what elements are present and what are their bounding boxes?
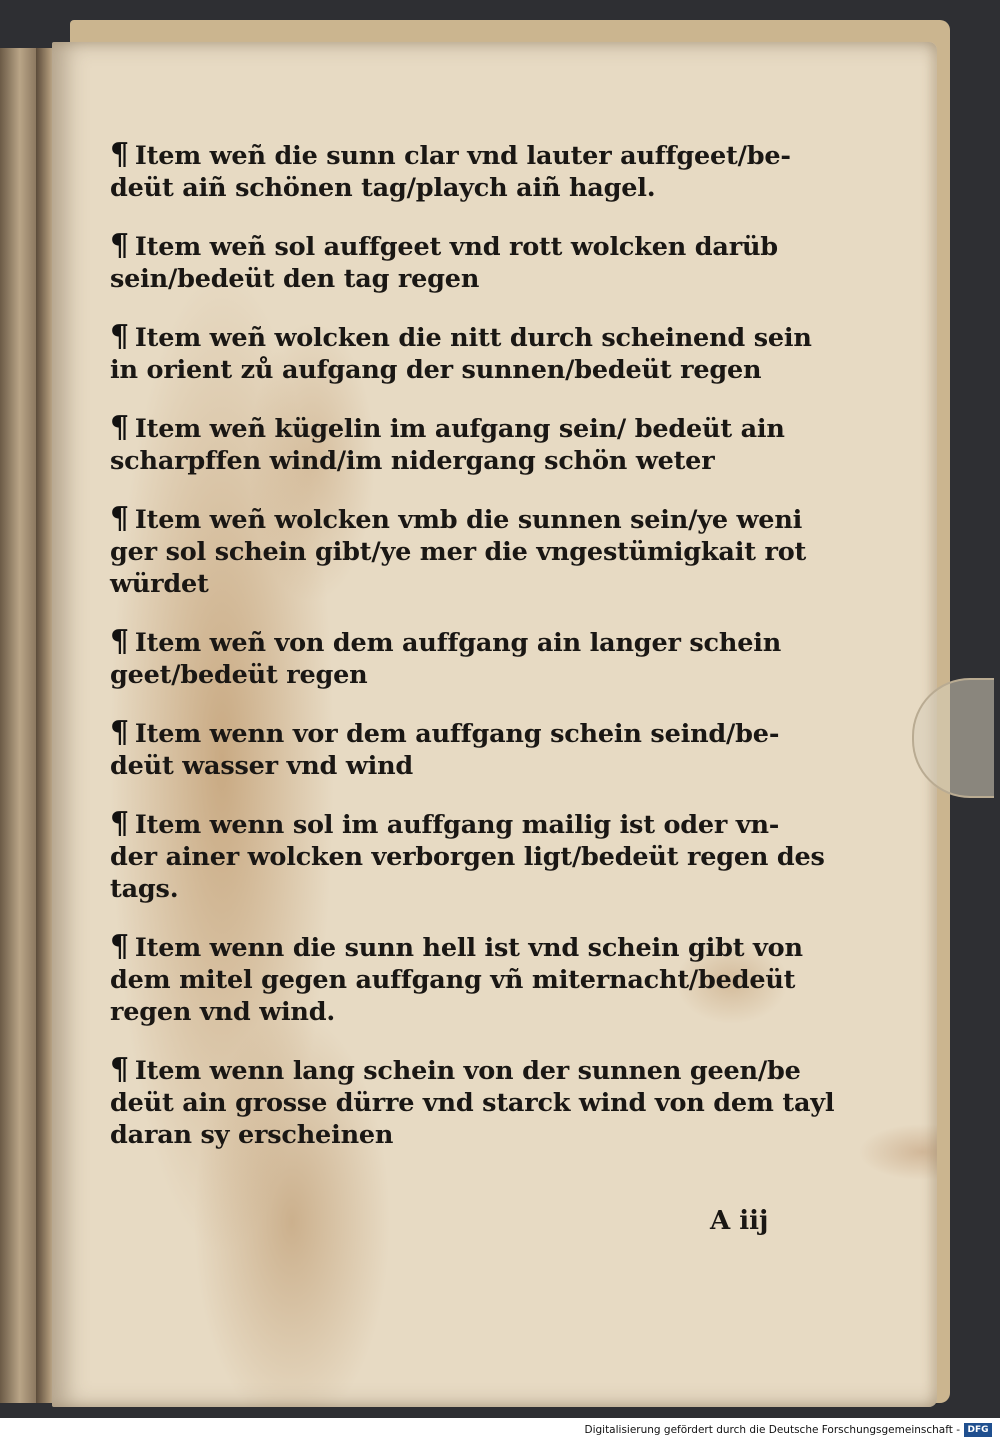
line-text: deüt aiñ schönen tag/playch aiñ hagel. [110, 173, 656, 203]
text-line [110, 1087, 835, 1119]
line-text: tags. [110, 874, 179, 904]
line-text: Item wenn vor dem auffgang schein seind/be- [134, 719, 780, 749]
paragraph [110, 137, 830, 204]
line-text: Item weñ kügelin im aufgang sein/ bedeüt ain [134, 414, 785, 444]
line-text: dem mitel gegen auffgang vñ miternacht/bedeüt [110, 965, 796, 995]
text-line [110, 445, 830, 477]
paragraph-mark: ¶ [110, 624, 129, 659]
dfg-logo: DFG [964, 1423, 992, 1437]
text-line [110, 964, 830, 996]
line-text: Item weñ wolcken die nitt durch scheinend sein [134, 323, 812, 353]
line-text: Item weñ wolcken vmb die sunnen sein/ye weni [134, 505, 803, 535]
text-line [110, 873, 830, 905]
text-line [110, 172, 830, 204]
paragraph-mark: ¶ [110, 410, 129, 445]
paragraph [110, 410, 830, 477]
paragraph-mark: ¶ [110, 137, 129, 172]
line-text: Item wenn sol im auffgang mailig ist oder vn- [134, 810, 780, 840]
line-text: Item wenn die sunn hell ist vnd schein gibt von [134, 933, 803, 963]
text-line [110, 996, 830, 1028]
text-line [110, 263, 830, 295]
text-line [110, 228, 830, 263]
signature-mark: A iij [710, 1206, 769, 1236]
text-line [110, 624, 830, 659]
line-text: Item weñ die sunn clar vnd lauter auffgeet/be- [134, 141, 791, 171]
paragraph-mark: ¶ [110, 319, 129, 354]
line-text: würdet [110, 569, 209, 599]
text-line [110, 806, 830, 841]
text-line [110, 841, 830, 873]
page-text-block [110, 137, 835, 1178]
line-text: sein/bedeüt den tag regen [110, 264, 480, 294]
paragraph [110, 1052, 835, 1151]
paragraph [110, 501, 830, 600]
paragraph [110, 624, 830, 691]
paragraph [110, 319, 830, 386]
paragraph [110, 228, 830, 295]
paragraph-mark: ¶ [110, 228, 129, 263]
line-text: in orient zů aufgang der sunnen/bedeüt regen [110, 355, 762, 385]
footer-credit: Digitalisierung gefördert durch die Deutsche Forschungsgemeinschaft - [584, 1424, 960, 1436]
text-line [110, 410, 830, 445]
text-line [110, 536, 830, 568]
paragraph [110, 806, 830, 905]
text-line [110, 929, 830, 964]
text-line [110, 568, 830, 600]
line-text: deüt ain grosse dürre vnd starck wind von dem tayl [110, 1088, 835, 1118]
paragraph [110, 715, 830, 782]
paragraph-mark: ¶ [110, 806, 129, 841]
text-line [110, 354, 830, 386]
line-text: geet/bedeüt regen [110, 660, 368, 690]
line-text: Item weñ von dem auffgang ain langer schein [134, 628, 782, 658]
line-text: daran sy erscheinen [110, 1120, 394, 1150]
line-text: scharpffen wind/im nidergang schön weter [110, 446, 715, 476]
text-line [110, 137, 830, 172]
line-text: der ainer wolcken verborgen ligt/bedeüt regen des [110, 842, 825, 872]
text-line [110, 501, 830, 536]
paragraph-mark: ¶ [110, 715, 129, 750]
paragraph [110, 929, 830, 1028]
paragraph-mark: ¶ [110, 1052, 129, 1087]
text-line [110, 1052, 830, 1087]
paragraph-mark: ¶ [110, 501, 129, 536]
text-line [110, 319, 830, 354]
text-line [110, 659, 830, 691]
text-line [110, 750, 830, 782]
left-page-edge [0, 48, 36, 1403]
paragraph-mark: ¶ [110, 929, 129, 964]
line-text: Item wenn lang schein von der sunnen geen/be [134, 1056, 801, 1086]
text-line [110, 715, 830, 750]
line-text: ger sol schein gibt/ye mer die vngestümigkait rot [110, 537, 807, 567]
line-text: regen vnd wind. [110, 997, 336, 1027]
line-text: Item weñ sol auffgeet vnd rott wolcken darüb [134, 232, 778, 262]
line-text: deüt wasser vnd wind [110, 751, 414, 781]
text-line [110, 1119, 830, 1151]
